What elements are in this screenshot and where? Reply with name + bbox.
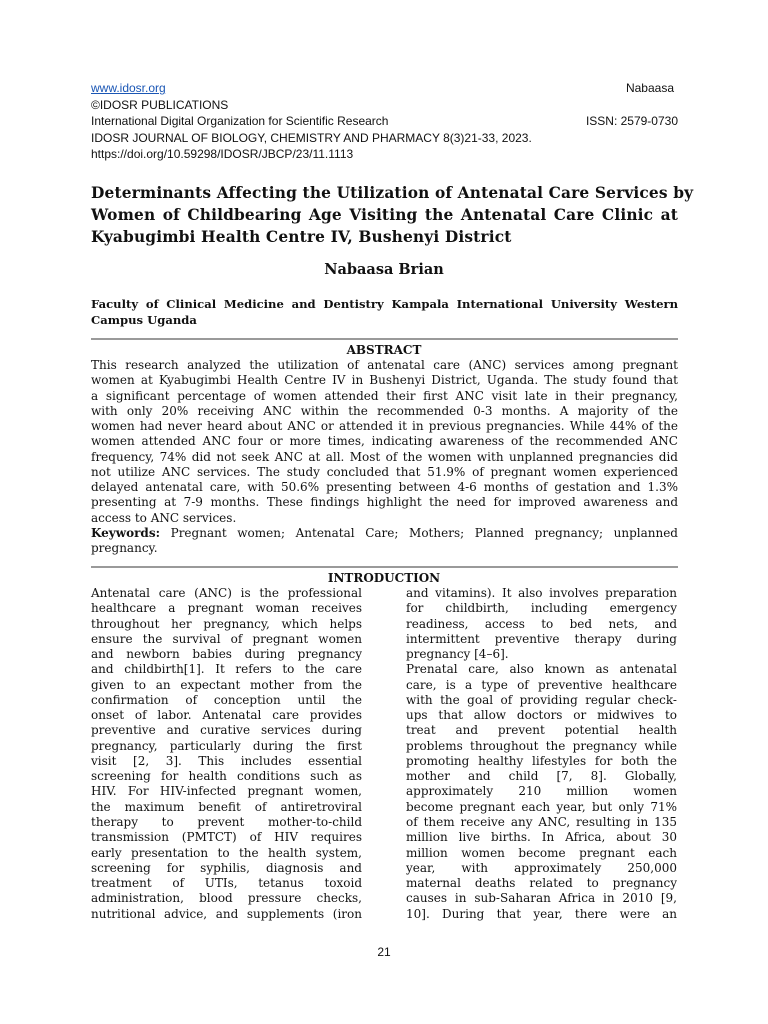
abstract-line: women had never heard about ANC or attended it in previous pregnancies. While 44% of the [91, 419, 678, 433]
paragraph-line: and vitamins). It also involves preparation [406, 586, 677, 600]
paragraph-line: HIV. For HIV-infected pregnant women, [91, 784, 362, 799]
paragraph-line: confirmation of conception until the [91, 692, 362, 707]
paragraph-line: treatment of UTIs, tetanus toxoid [91, 876, 362, 891]
paragraph-line: problems throughout the pregnancy while [406, 738, 677, 753]
paragraph-line: visit [2, 3]. This includes essential [91, 753, 362, 768]
journal-citation: IDOSR JOURNAL OF BIOLOGY, CHEMISTRY AND PHARMACY 8(3)21-33, 2023. [91, 130, 532, 145]
paragraph-line: pregnancy, particularly during the first [91, 738, 362, 753]
paragraph-line: maternal deaths related to pregnancy [406, 876, 677, 891]
divider [91, 338, 678, 340]
abstract-heading: ABSTRACT [346, 343, 422, 357]
page-number: 21 [377, 945, 391, 959]
abstract-line: presenting at 7-9 months. These findings highlight the need for improved awareness and [91, 495, 678, 510]
paragraph-line: screening for syphilis, diagnosis and [91, 860, 362, 875]
paragraph-line: and newborn babies during pregnancy [91, 647, 362, 662]
paragraph-line: nutritional advice, and supplements (iron [91, 906, 362, 921]
abstract-line: a significant percentage of women attended their first ANC visit late in their pregnancy, [91, 388, 678, 403]
paragraph-line: pregnancy [4–6]. [406, 647, 509, 662]
paragraph-line: year, with approximately 250,000 [406, 860, 677, 875]
title-line: Kyabugimbi Health Centre IV, Bushenyi District [91, 228, 512, 246]
paragraph-line: million live births. In Africa, about 30 [406, 830, 677, 845]
title-line: Determinants Affecting the Utilization of Antenatal Care Services by [91, 184, 694, 202]
abstract-line: with only 20% receiving ANC within the recommended 0-3 months. A majority of the [91, 403, 678, 418]
paragraph-line: early presentation to the health system, [91, 845, 362, 860]
paragraph-line: 10]. During that year, there were an [406, 906, 677, 921]
article-title [91, 182, 694, 248]
title-line: Women of Childbearing Age Visiting the Antenatal Care Clinic at [91, 206, 678, 224]
paragraph-line: healthcare a pregnant woman receives [91, 601, 362, 616]
abstract-line: access to ANC services. [91, 510, 237, 525]
paragraph-line: million women become pregnant each [406, 845, 677, 860]
paragraph-line: intermittent preventive therapy during [406, 631, 677, 646]
running-author: Nabaasa [625, 81, 674, 95]
paragraph-line: mother and child [7, 8]. Globally, [406, 769, 677, 784]
abstract-line: women attended ANC four or more times, indicating awareness of the recommended ANC [91, 434, 678, 449]
paragraph-line: promoting healthy lifestyles for both the [406, 753, 677, 768]
issn: ISSN: 2579-0730 [585, 114, 678, 129]
paragraph-line: given to an expectant mother from the [91, 677, 362, 692]
paragraph-line: and childbirth[1]. It refers to the care [91, 662, 362, 677]
abstract-line: frequency, 74% did not seek ANC at all. Most of the women with unplanned pregnancies did [91, 449, 678, 464]
paragraph-line: administration, blood pressure checks, [91, 891, 362, 906]
paragraph-line: onset of labor. Antenatal care provides [91, 708, 362, 723]
abstract-line: delayed antenatal care, with 50.6% presenting between 4-6 months of gestation and 1.3% [91, 480, 678, 494]
paragraph-line: preventive and curative services during [91, 723, 362, 738]
keywords-line-2: pregnancy. [91, 541, 158, 555]
author-name: Nabaasa Brian [324, 261, 444, 278]
keywords-text: Pregnant women; Antenatal Care; Mothers; Planned pregnancy; unplanned [160, 525, 678, 540]
paragraph-line: transmission (PMTCT) of HIV requires [91, 830, 362, 845]
abstract-line: not utilize ANC services. The study concluded that 51.9% of pregnant women experienced [91, 464, 678, 479]
paragraph-line: for childbirth, including emergency [406, 601, 677, 616]
keywords-label: Keywords: [91, 525, 161, 540]
paragraph-line: screening for health conditions such as [91, 769, 362, 784]
abstract-body [91, 358, 678, 556]
paragraph-line: of them receive any ANC, resulting in 135 [406, 814, 677, 829]
paragraph-line: ups that allow doctors or midwives to [406, 708, 677, 723]
paragraph-line: readiness, access to bed nets, and [406, 616, 677, 631]
paragraph-line: throughout her pregnancy, which helps [91, 616, 362, 631]
divider [91, 566, 678, 568]
affiliation-line: Campus Uganda [91, 313, 197, 327]
paragraph-line: therapy to prevent mother-to-child [91, 814, 362, 829]
doi: https://doi.org/10.59298/IDOSR/JBCP/23/11.1113 [91, 147, 354, 162]
paragraph-line: the maximum benefit of antiretroviral [91, 799, 362, 814]
abstract-line: women at Kyabugimbi Health Centre IV in Bushenyi District, Uganda. The study found that [91, 373, 678, 388]
journal-header [91, 80, 678, 163]
publisher: ©IDOSR PUBLICATIONS [91, 97, 229, 112]
abstract-line: This research analyzed the utilization of antenatal care (ANC) services among pregnant [91, 358, 678, 372]
keywords-line [91, 526, 678, 541]
intro-column-right [406, 586, 677, 922]
paragraph-line: Prenatal care, also known as antenatal [406, 662, 677, 677]
paragraph-line: care, is a type of preventive healthcare [406, 677, 677, 692]
website-link[interactable]: www.idosr.org [91, 81, 166, 95]
paragraph-line: causes in sub-Saharan Africa in 2010 [9, [406, 891, 677, 906]
paragraph-line: Antenatal care (ANC) is the professional [91, 586, 362, 600]
paragraph-line: treat and prevent potential health [406, 723, 677, 738]
affiliation [91, 296, 678, 328]
paragraph-line: become pregnant each year, but only 71% [406, 799, 677, 814]
paragraph-line: ensure the survival of pregnant women [91, 631, 362, 646]
organization: International Digital Organization for Scientific Research [91, 114, 389, 129]
introduction-heading: INTRODUCTION [327, 571, 441, 585]
paragraph-line: approximately 210 million women [406, 784, 677, 799]
affiliation-line: Faculty of Clinical Medicine and Dentistry Kampala International University Western [91, 297, 678, 311]
paragraph-line: with the goal of providing regular check- [406, 692, 677, 707]
intro-column-left [91, 586, 362, 922]
